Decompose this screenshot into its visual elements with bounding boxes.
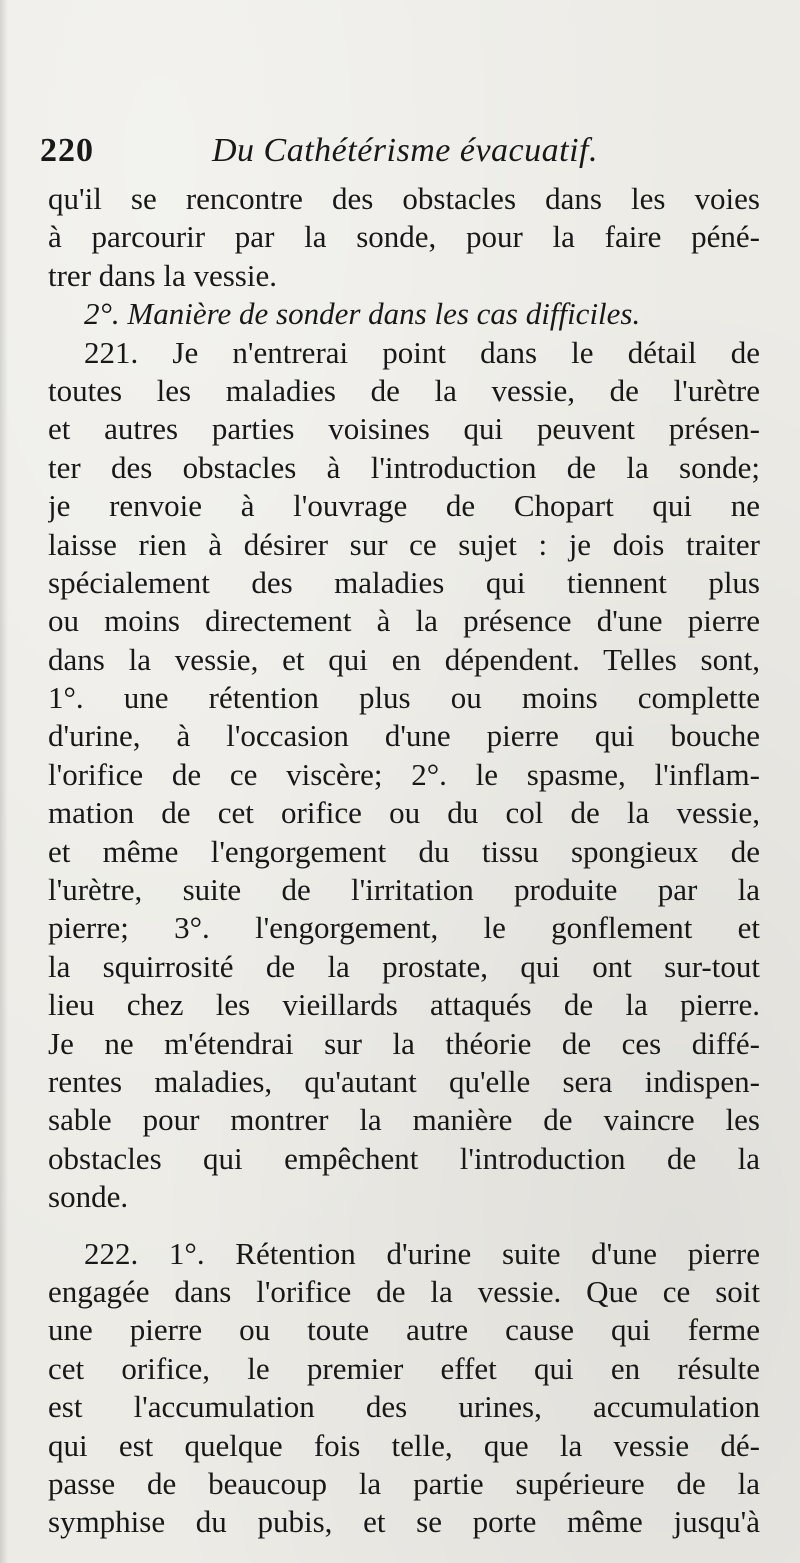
text-line: trer dans la vessie. — [48, 257, 277, 293]
text-line: d'urine, à l'occasion d'une pierre qui bouche — [48, 718, 760, 754]
text-line: cet orifice, le premier effet qui en résulte — [48, 1350, 760, 1386]
text-line: lieu chez les vieillards attaqués de la pierre. — [48, 987, 760, 1023]
text-line: sonde. — [48, 1179, 129, 1215]
text-line: symphise du pubis, et se porte même jusqu'à — [48, 1504, 760, 1540]
text-line: laisse rien à désirer sur ce sujet : je dois traiter — [48, 526, 760, 562]
section-subheading: 2°. Manière de sonder dans les cas difficiles. — [84, 296, 641, 332]
text-line: ter des obstacles à l'introduction de la sonde; — [48, 449, 760, 485]
body-text — [48, 180, 760, 1542]
page-gutter-shadow — [0, 0, 8, 1563]
text-line: et même l'engorgement du tissu spongieux de — [48, 833, 760, 869]
text-line: est l'accumulation des urines, accumulation — [48, 1389, 760, 1425]
text-line: sable pour montrer la manière de vaincre les — [48, 1102, 760, 1138]
text-line: rentes maladies, qu'autant qu'elle sera indispen- — [48, 1063, 760, 1099]
paragraph-221-start: 221. Je n'entrerai point dans le détail de — [84, 334, 760, 370]
text-line: je renvoie à l'ouvrage de Chopart qui ne — [48, 488, 760, 524]
text-line: toutes les maladies de la vessie, de l'urètre — [48, 372, 760, 408]
text-line: 1°. une rétention plus ou moins complette — [48, 680, 760, 716]
text-line: dans la vessie, et qui en dépendent. Telles sont, — [48, 641, 760, 677]
page-header — [40, 132, 760, 172]
text-line: l'orifice de ce viscère; 2°. le spasme, l'inflam- — [48, 756, 760, 792]
text-line: Je ne m'étendrai sur la théorie de ces diffé- — [48, 1025, 760, 1061]
text-line: ou moins directement à la présence d'une pierre — [48, 603, 760, 639]
text-line: spécialement des maladies qui tiennent plus — [48, 564, 760, 600]
paragraph-gap — [48, 1217, 760, 1235]
text-line: et autres parties voisines qui peuvent présen- — [48, 411, 760, 447]
text-line: pierre; 3°. l'engorgement, le gonflement et — [48, 910, 760, 946]
text-line: à parcourir par la sonde, pour la faire péné- — [48, 219, 760, 255]
text-line: mation de cet orifice ou du col de la vessie, — [48, 795, 760, 831]
text-line: qu'il se rencontre des obstacles dans les voies — [48, 181, 760, 216]
text-line: la squirrosité de la prostate, qui ont sur-tout — [48, 948, 760, 984]
running-head: Du Cathétérisme évacuatif. — [212, 132, 598, 169]
page-number: 220 — [40, 132, 94, 169]
text-line: l'urètre, suite de l'irritation produite par la — [48, 872, 760, 908]
text-line: qui est quelque fois telle, que la vessie dé- — [48, 1427, 760, 1463]
text-line: obstacles qui empêchent l'introduction de la — [48, 1140, 760, 1176]
text-line: passe de beaucoup la partie supérieure de la — [48, 1465, 760, 1501]
text-line: une pierre ou toute autre cause qui ferme — [48, 1312, 760, 1348]
text-line: engagée dans l'orifice de la vessie. Que ce soit — [48, 1273, 760, 1309]
paragraph-222-start: 222. 1°. Rétention d'urine suite d'une pierre — [84, 1235, 760, 1271]
